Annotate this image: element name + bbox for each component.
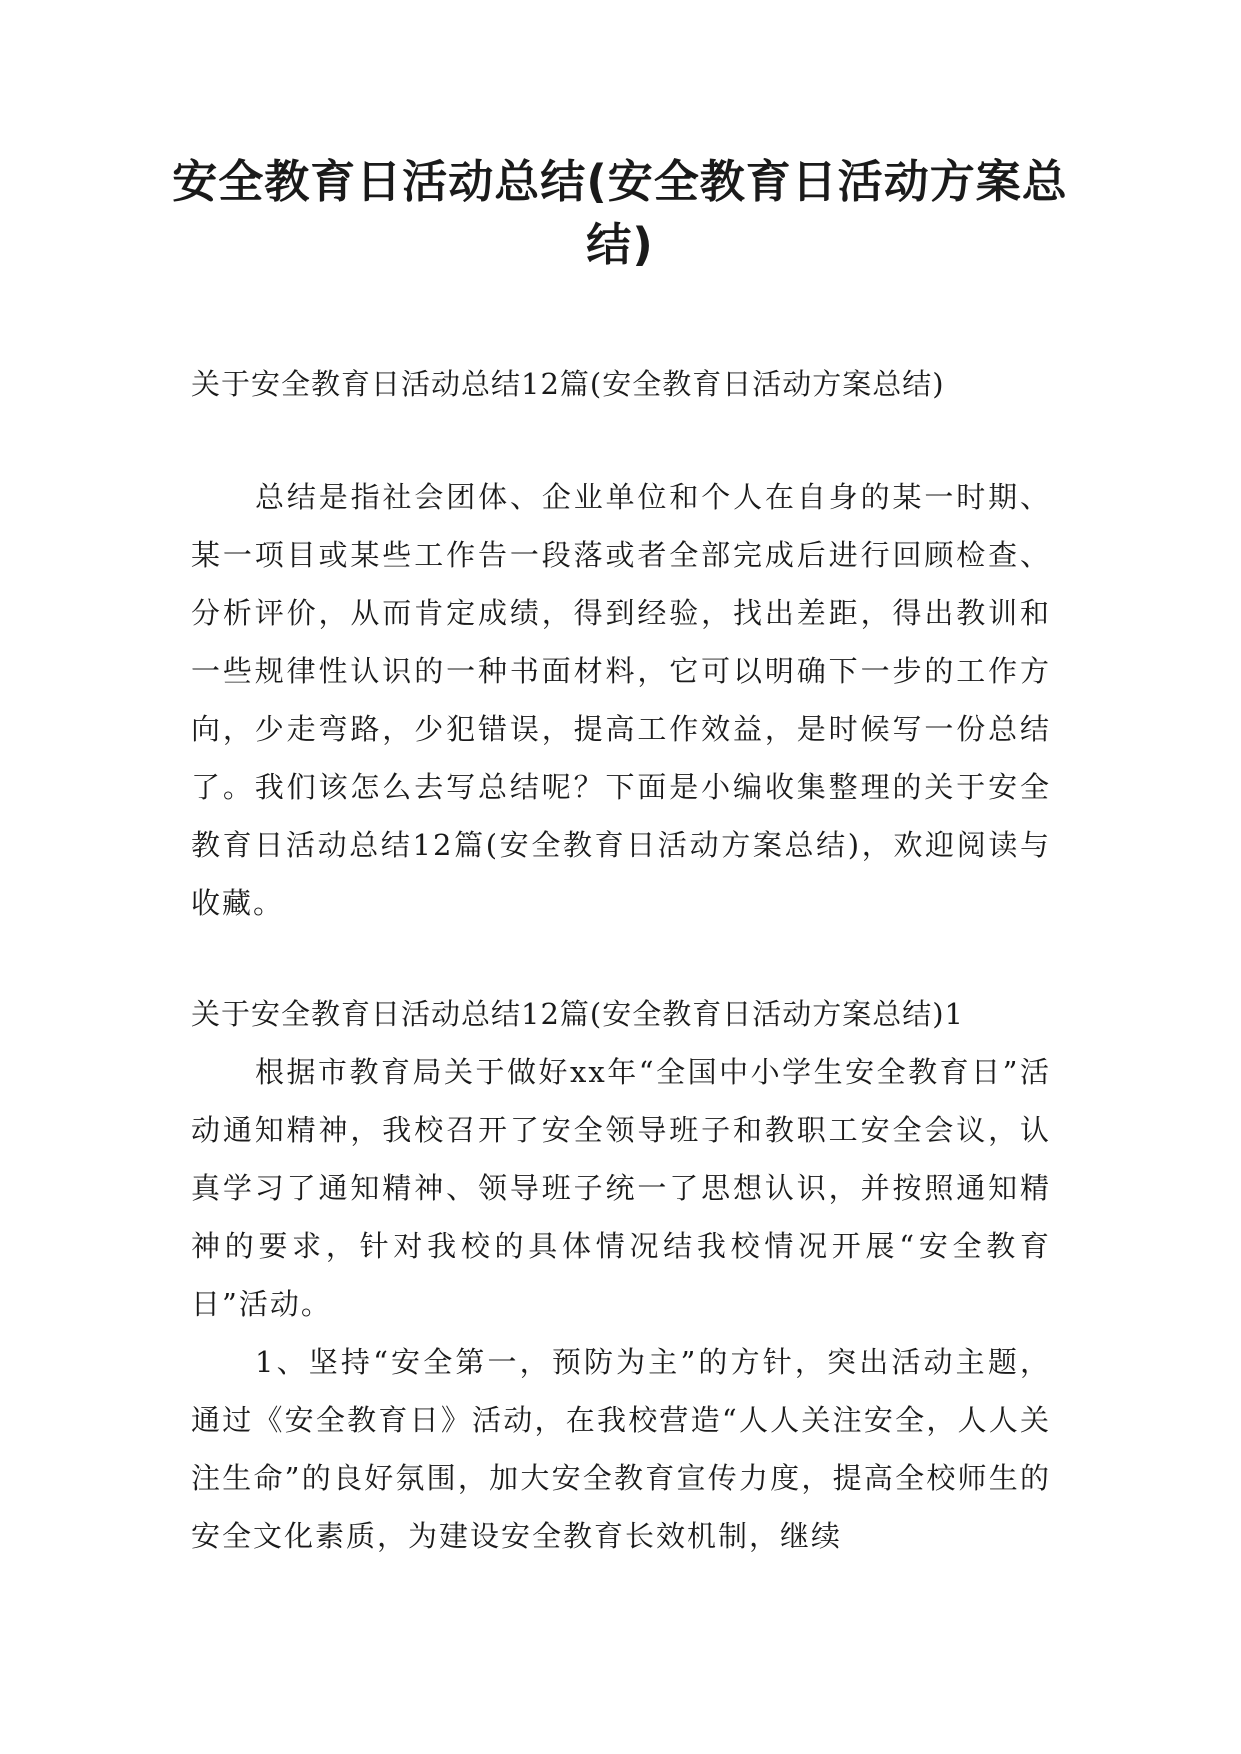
section-1 xyxy=(191,985,1051,1565)
document-title: 安全教育日活动总结(安全教育日活动方案总结) xyxy=(172,155,1068,271)
intro-paragraph: 总结是指社会团体、企业单位和个人在自身的某一时期、某一项目或某些工作告一段落或者全部完成后进行回顾检查、分析评价，从而肯定成绩，得到经验，找出差距，得出教训和一些规律性认识的一种书面材料，它可以明确下一步的工作方向，少走弯路，少犯错误，提高工作效益，是时候写一份总结了。我们该怎么去写总结呢？下面是小编收集整理的关于安全教育日活动总结12篇(安全教育日活动方案总结)，欢迎阅读与收藏。 xyxy=(191,480,1051,920)
section-1-paragraph-2: 1、坚持“安全第一，预防为主”的方针，突出活动主题，通过《安全教育日》活动，在我校营造“人人关注安全，人人关注生命”的良好氛围，加大安全教育宣传力度，提高全校师生的安全文化素质，为建设安全教育长效机制，继续 xyxy=(191,1345,1051,1553)
document-subtitle: 关于安全教育日活动总结12篇(安全教育日活动方案总结) xyxy=(191,367,945,401)
section-1-heading: 关于安全教育日活动总结12篇(安全教育日活动方案总结)1 xyxy=(191,997,964,1031)
section-1-paragraph-1: 根据市教育局关于做好xx年“全国中小学生安全教育日”活动通知精神，我校召开了安全领导班子和教职工安全会议，认真学习了通知精神、领导班子统一了思想认识，并按照通知精神的要求，针对我校的具体情况结我校情况开展“安全教育日”活动。 xyxy=(191,1055,1051,1321)
